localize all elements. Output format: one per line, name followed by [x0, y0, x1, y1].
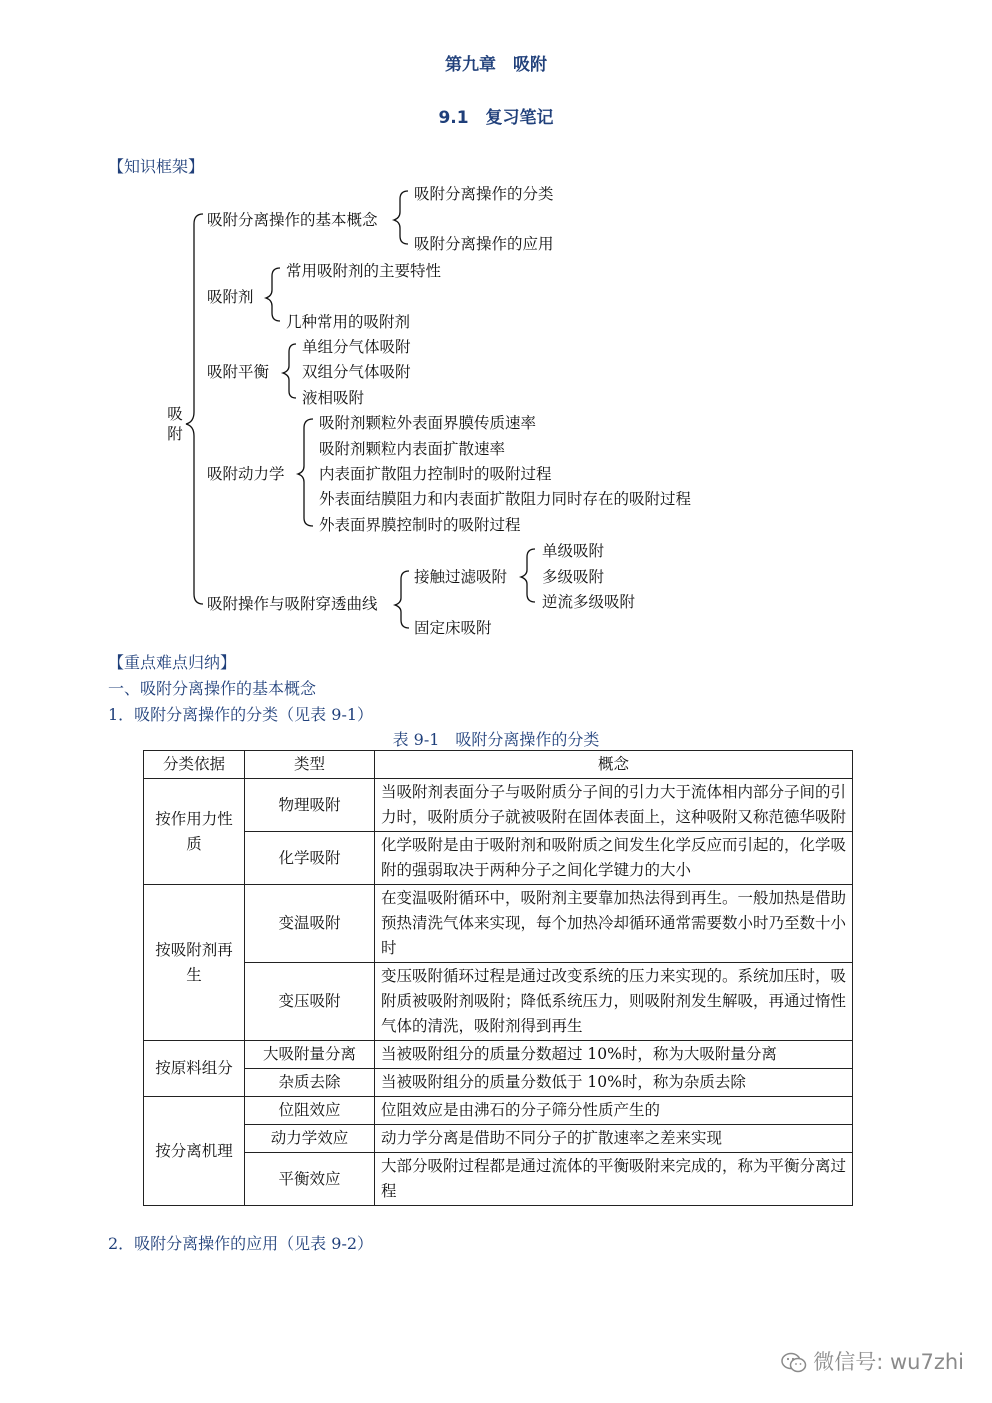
tree-leaf: 多级吸附	[542, 568, 605, 586]
type-cell: 大吸附量分离	[245, 1041, 375, 1069]
tree-leaf: 单级吸附	[542, 542, 605, 560]
root-brace	[186, 214, 203, 604]
table-row	[144, 1153, 853, 1206]
tree-leaf: 接触过滤吸附	[414, 568, 508, 586]
type-cell: 变温吸附	[245, 885, 375, 963]
tree-leaf: 逆流多级吸附	[542, 593, 636, 611]
type-cell: 物理吸附	[245, 779, 375, 832]
brace-contact-filtration	[521, 549, 535, 602]
key-points-heading: 【重点难点归纳】	[108, 653, 237, 672]
table-row	[144, 1125, 853, 1153]
branch-basic-concepts: 吸附分离操作的基本概念	[207, 211, 378, 229]
concept-cell: 当吸附剂表面分子与吸附质分子间的引力大于流体相内部分子间的引力时，吸附质分子就被吸附在固体表面上，这种吸附又称范德华吸附	[375, 779, 853, 832]
table-row	[144, 832, 853, 885]
basis-cell: 按作用力性质	[144, 779, 245, 885]
brace-kinetics	[298, 419, 313, 526]
tree-root: 吸附	[167, 405, 183, 443]
tree-leaf: 吸附分离操作的分类	[414, 185, 554, 203]
item-heading-2: 2．吸附分离操作的应用（见表 9-2）	[108, 1234, 374, 1253]
table-header-row	[144, 751, 853, 779]
brace-basic-concepts	[394, 191, 408, 244]
table-header-cell: 概念	[375, 751, 853, 779]
concept-cell: 在变温吸附循环中，吸附剂主要靠加热法得到再生。一般加热是借助预热清洗气体来实现，每个加热冷却循环通常需要数小时乃至数十小时	[375, 885, 853, 963]
watermark-text: 微信号: wu7zhi	[813, 1350, 964, 1374]
table-row	[144, 1097, 853, 1125]
type-cell: 动力学效应	[245, 1125, 375, 1153]
basis-cell: 按分离机理	[144, 1097, 245, 1206]
type-cell: 变压吸附	[245, 963, 375, 1041]
branch-adsorbent: 吸附剂	[207, 288, 254, 306]
tree-leaf: 液相吸附	[302, 389, 365, 407]
table-row	[144, 779, 853, 832]
brace-adsorbent	[266, 268, 280, 321]
tree-leaf: 吸附分离操作的应用	[414, 235, 554, 253]
section-title: 9.1 复习笔记	[438, 108, 554, 128]
tree-leaf: 吸附剂颗粒内表面扩散速率	[319, 440, 506, 458]
type-cell: 杂质去除	[245, 1069, 375, 1097]
table-row	[144, 963, 853, 1041]
concept-cell: 动力学分离是借助不同分子的扩散速率之差来实现	[375, 1125, 853, 1153]
tree-leaf: 外表面结膜阻力和内表面扩散阻力同时存在的吸附过程	[319, 490, 692, 508]
concept-cell: 位阻效应是由沸石的分子筛分性质产生的	[375, 1097, 853, 1125]
table-row	[144, 1069, 853, 1097]
tree-leaf: 几种常用的吸附剂	[286, 313, 411, 331]
type-cell: 化学吸附	[245, 832, 375, 885]
basis-cell: 按原料组分	[144, 1041, 245, 1097]
tree-leaf: 外表面界膜控制时的吸附过程	[319, 516, 521, 534]
tree-leaf: 吸附剂颗粒外表面界膜传质速率	[319, 414, 537, 432]
branch-kinetics: 吸附动力学	[207, 465, 285, 483]
concept-cell: 变压吸附循环过程是通过改变系统的压力来实现的。系统加压时，吸附质被吸附剂吸附；降低系统压力，则吸附剂发生解吸，再通过惰性气体的清洗，吸附剂得到再生	[375, 963, 853, 1041]
brace-operation	[395, 571, 409, 628]
framework-heading: 【知识框架】	[108, 157, 205, 176]
concept-cell: 当被吸附组分的质量分数低于 10%时，称为杂质去除	[375, 1069, 853, 1097]
wechat-watermark	[781, 1346, 964, 1376]
chapter-title: 第九章 吸附	[445, 55, 547, 75]
concept-cell: 大部分吸附过程都是通过流体的平衡吸附来完成的，称为平衡分离过程	[375, 1153, 853, 1206]
tree-leaf: 双组分气体吸附	[302, 363, 411, 381]
table-row	[144, 885, 853, 963]
type-cell: 平衡效应	[245, 1153, 375, 1206]
tree-leaf: 常用吸附剂的主要特性	[286, 262, 442, 280]
brace-equilibrium	[283, 344, 296, 398]
section-heading-1: 一、吸附分离操作的基本概念	[108, 679, 317, 698]
table-caption: 表 9-1 吸附分离操作的分类	[392, 730, 600, 749]
basis-cell: 按吸附剂再生	[144, 885, 245, 1041]
tree-leaf: 内表面扩散阻力控制时的吸附过程	[319, 465, 552, 483]
type-cell: 位阻效应	[245, 1097, 375, 1125]
table-header-cell: 类型	[245, 751, 375, 779]
branch-operation: 吸附操作与吸附穿透曲线	[207, 595, 378, 613]
table-header-cell: 分类依据	[144, 751, 245, 779]
item-heading-1: 1．吸附分离操作的分类（见表 9-1）	[108, 705, 374, 724]
tree-leaf: 固定床吸附	[414, 619, 492, 637]
concept-cell: 当被吸附组分的质量分数超过 10%时，称为大吸附量分离	[375, 1041, 853, 1069]
branch-equilibrium: 吸附平衡	[207, 363, 270, 381]
concept-cell: 化学吸附是由于吸附剂和吸附质之间发生化学反应而引起的，化学吸附的强弱取决于两种分子之间化学键力的大小	[375, 832, 853, 885]
table-row	[144, 1041, 853, 1069]
tree-leaf: 单组分气体吸附	[302, 338, 411, 356]
classification-table	[143, 750, 853, 1206]
wechat-icon	[781, 1352, 807, 1374]
tree-braces	[0, 0, 992, 700]
